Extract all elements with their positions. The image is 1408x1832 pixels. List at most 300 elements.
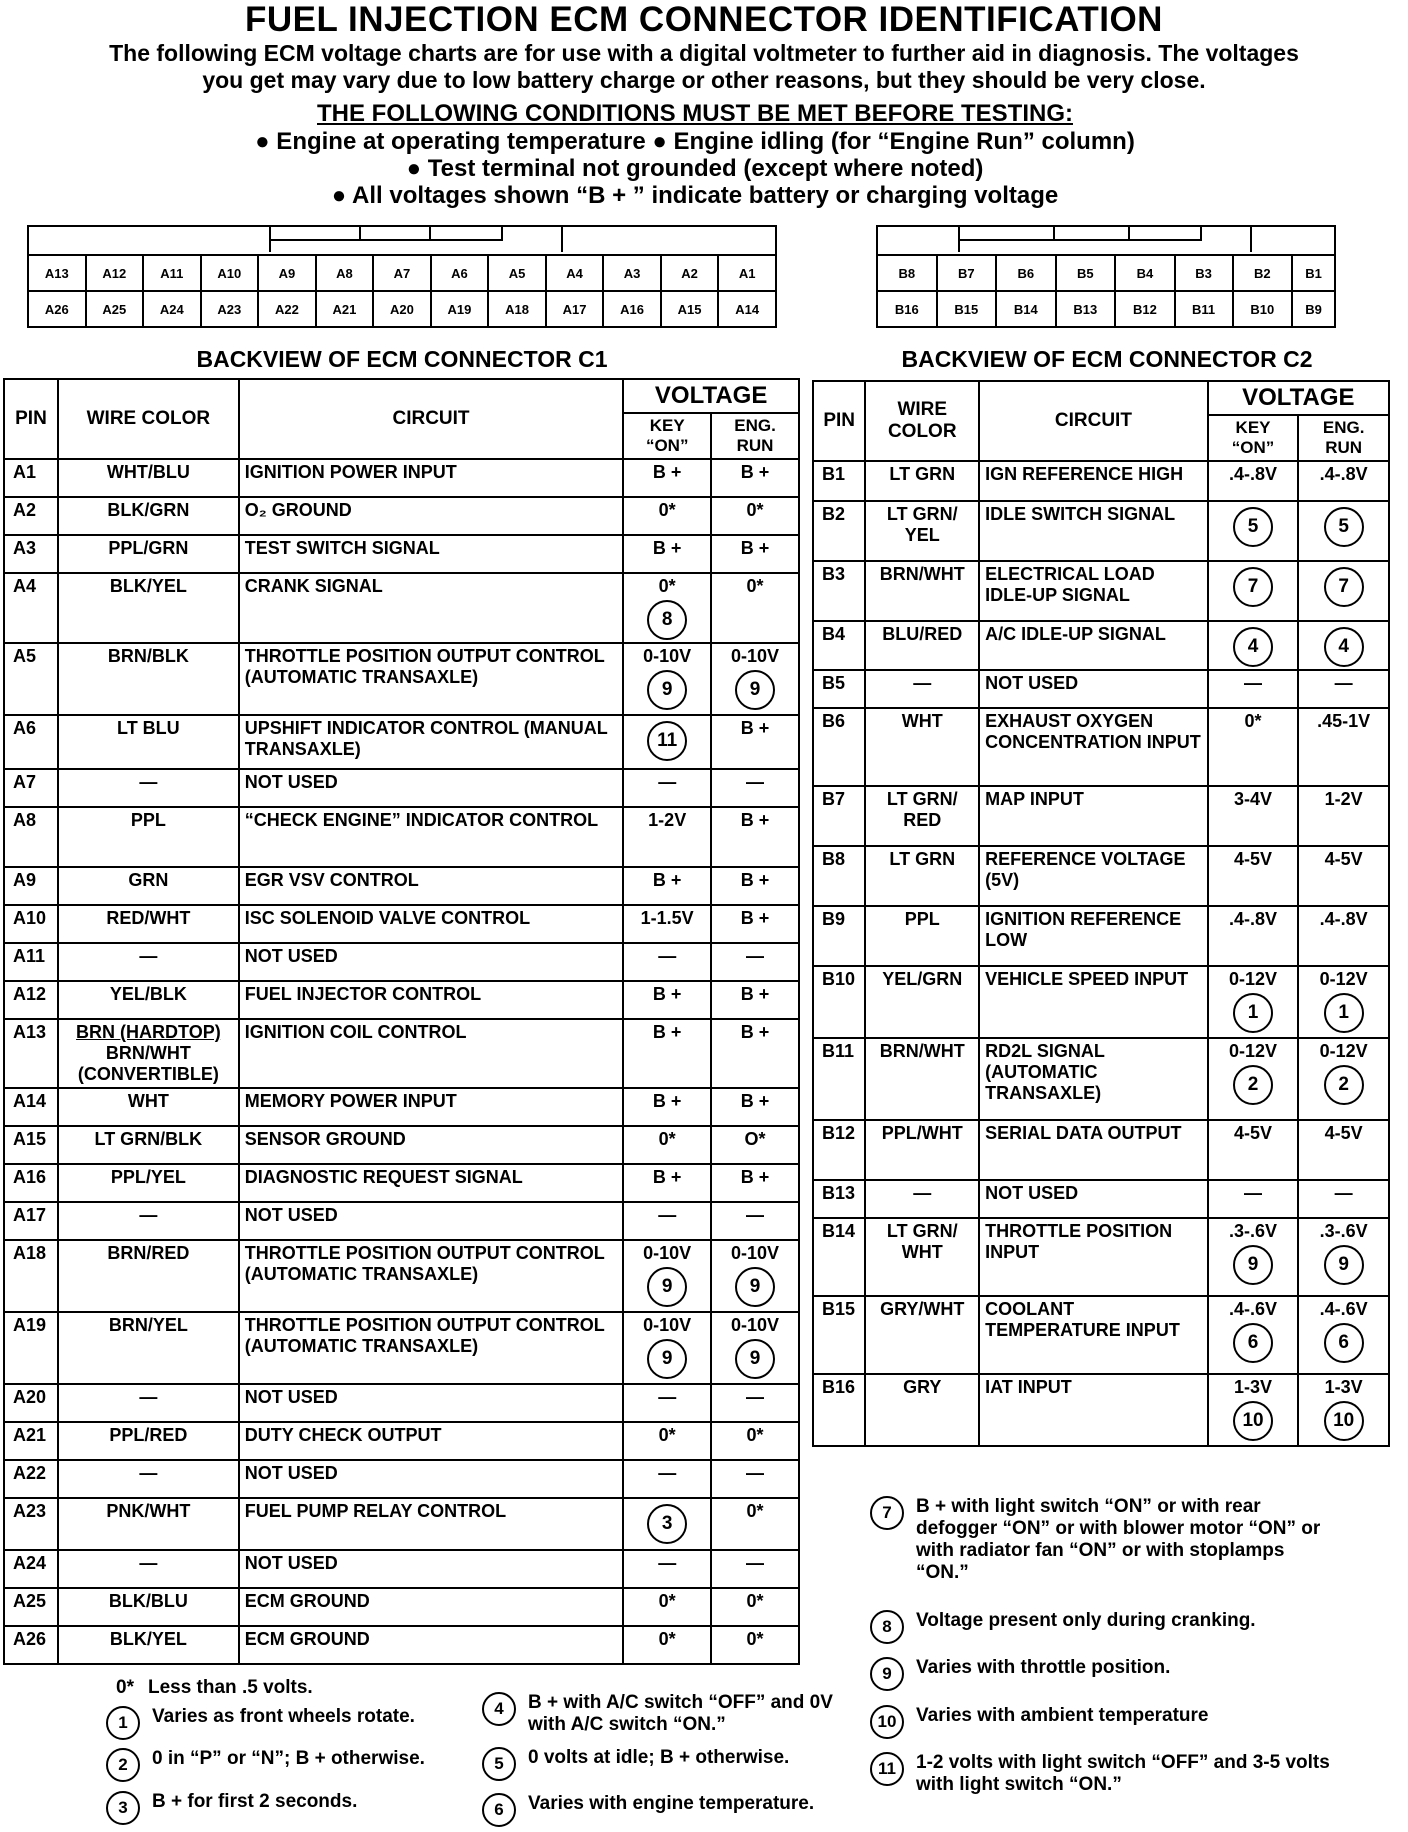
- note-7: 7 B + with light switch “ON” or with rear defogger “ON” or with blower motor “ON” or with radiator fan “ON” or with stoplamps “ON.”: [870, 1496, 1340, 1584]
- eng-run-cell: [1298, 906, 1389, 966]
- eng-run-cell: [711, 573, 799, 643]
- key-on-cell: [623, 1498, 711, 1550]
- key-on-cell: [623, 573, 711, 643]
- table-row: [4, 535, 799, 573]
- key-on-cell: [623, 981, 711, 1019]
- key-on-value: 1-3V: [1234, 1377, 1273, 1397]
- note-ref-icon: 1: [1324, 993, 1364, 1033]
- eng-run-cell: [1298, 1296, 1389, 1374]
- pin-cell: A2: [4, 497, 58, 535]
- wire-color-text: YEL/BLK: [109, 984, 187, 1004]
- note-2: 2 0 in “P” or “N”; B + otherwise.: [106, 1748, 486, 1782]
- eng-run-cell: [1298, 561, 1389, 621]
- wire-color-text: LT GRN/ YEL: [886, 504, 958, 545]
- eng-run-cell: [711, 1588, 799, 1626]
- table-row: [4, 1126, 799, 1164]
- key-on-value: 0*: [658, 1629, 676, 1649]
- pin-cell: A13: [4, 1019, 58, 1088]
- wire-color-cell: [58, 1019, 239, 1088]
- pin-cell: A9: [4, 867, 58, 905]
- key-on-value: .4-.8V: [1229, 909, 1278, 929]
- circuit-cell: IGN REFERENCE HIGH: [979, 461, 1208, 501]
- table-row: [813, 708, 1389, 786]
- eng-run-value: 0*: [746, 1501, 764, 1521]
- pin-cell: B16: [813, 1374, 865, 1446]
- eng-run-value: 0-10V: [731, 1315, 780, 1335]
- wire-color-text: BRN (HARDTOP): [76, 1022, 221, 1042]
- table-row: [4, 715, 799, 769]
- eng-run-cell: [711, 459, 799, 497]
- eng-run-value: —: [746, 1205, 765, 1225]
- note-10: 10 Varies with ambient temperature: [870, 1705, 1340, 1739]
- note-number-icon: 5: [482, 1747, 516, 1781]
- key-on-value: .4-.8V: [1229, 464, 1278, 484]
- connector-pin-cell: A17: [546, 291, 604, 327]
- wire-color-text: PPL/YEL: [110, 1167, 186, 1187]
- circuit-cell: COOLANT TEMPERATURE INPUT: [979, 1296, 1208, 1374]
- key-on-cell: [623, 943, 711, 981]
- eng-run-cell: [711, 1384, 799, 1422]
- table-row: [813, 1038, 1389, 1120]
- connector-pin-cell: A1: [718, 255, 776, 291]
- wire-color-cell: [865, 501, 979, 561]
- connector-pin-cell: A8: [316, 255, 374, 291]
- table-row: [4, 1498, 799, 1550]
- wire-color-text: BLK/YEL: [109, 576, 187, 596]
- connector-c1-diagram: [27, 225, 777, 328]
- pin-cell: A26: [4, 1626, 58, 1664]
- pin-cell: A15: [4, 1126, 58, 1164]
- wire-color-cell: [865, 786, 979, 846]
- key-on-value: 3-4V: [1234, 789, 1273, 809]
- eng-run-cell: [711, 981, 799, 1019]
- note-number-icon: 4: [482, 1692, 516, 1726]
- table-row: [4, 905, 799, 943]
- eng-run-cell: [711, 643, 799, 715]
- header-pin: PIN: [813, 381, 865, 461]
- note-11: 11 1-2 volts with light switch “OFF” and 3-5 volts with light switch “ON.”: [870, 1752, 1340, 1796]
- note-ref-icon: 9: [735, 1339, 775, 1379]
- key-on-cell: [1208, 501, 1299, 561]
- circuit-cell: FUEL PUMP RELAY CONTROL: [239, 1498, 623, 1550]
- note-ref-icon: 9: [735, 1267, 775, 1307]
- connector-pin-cell: A24: [143, 291, 201, 327]
- key-on-cell: [1208, 1374, 1299, 1446]
- pin-cell: B15: [813, 1296, 865, 1374]
- table-row: [4, 573, 799, 643]
- eng-run-value: —: [746, 946, 765, 966]
- header-wire-color: WIRE COLOR: [865, 381, 979, 461]
- table-row: [813, 1374, 1389, 1446]
- condition-1: ● Engine at operating temperature ● Engine idling (for “Engine Run” column): [255, 128, 1135, 155]
- eng-run-value: B +: [740, 908, 770, 928]
- key-on-value: B +: [652, 1091, 682, 1111]
- circuit-cell: IGNITION COIL CONTROL: [239, 1019, 623, 1088]
- key-on-value: B +: [652, 538, 682, 558]
- eng-run-cell: [711, 807, 799, 867]
- circuit-cell: RD2L SIGNAL (AUTOMATIC TRANSAXLE): [979, 1038, 1208, 1120]
- circuit-cell: FUEL INJECTOR CONTROL: [239, 981, 623, 1019]
- note-1: 1 Varies as front wheels rotate.: [106, 1706, 486, 1740]
- circuit-cell: CRANK SIGNAL: [239, 573, 623, 643]
- eng-run-cell: [711, 1312, 799, 1384]
- key-on-cell: [623, 769, 711, 807]
- pin-cell: B14: [813, 1218, 865, 1296]
- connector-c2-caption: BACKVIEW OF ECM CONNECTOR C2: [901, 346, 1313, 372]
- key-on-value: 0*: [1244, 711, 1262, 731]
- note-ref-icon: 7: [1233, 567, 1273, 607]
- eng-run-cell: [711, 535, 799, 573]
- wire-color-cell: [865, 621, 979, 670]
- table-row: [4, 1460, 799, 1498]
- table-row: [813, 461, 1389, 501]
- note-number-icon: 11: [870, 1752, 904, 1786]
- circuit-cell: NOT USED: [239, 1460, 623, 1498]
- table-row: [813, 621, 1389, 670]
- connector-pin-cell: A6: [431, 255, 489, 291]
- pin-cell: B5: [813, 670, 865, 708]
- eng-run-cell: [1298, 1374, 1389, 1446]
- key-on-value: 4-5V: [1234, 1123, 1273, 1143]
- pin-cell: A3: [4, 535, 58, 573]
- pin-cell: B11: [813, 1038, 865, 1120]
- note-ref-icon: 6: [1233, 1323, 1273, 1363]
- table-row: [4, 1422, 799, 1460]
- pin-cell: B10: [813, 966, 865, 1038]
- note-number-icon: 3: [106, 1791, 140, 1825]
- pin-cell: A4: [4, 573, 58, 643]
- table-row: [4, 497, 799, 535]
- key-on-cell: [623, 1550, 711, 1588]
- table-row: [813, 1120, 1389, 1180]
- wire-color-text: BLK/BLU: [108, 1591, 188, 1611]
- eng-run-cell: [711, 1164, 799, 1202]
- table-row: [4, 1384, 799, 1422]
- wire-color-text: BRN/WHT: [879, 564, 965, 584]
- key-on-value: —: [658, 946, 677, 966]
- connector-pin-cell: B2: [1233, 255, 1293, 291]
- eng-run-cell: [711, 943, 799, 981]
- circuit-cell: ISC SOLENOID VALVE CONTROL: [239, 905, 623, 943]
- wire-color-cell: [58, 459, 239, 497]
- wire-color-text: BRN/YEL: [108, 1315, 188, 1335]
- eng-run-cell: [1298, 621, 1389, 670]
- pin-cell: B2: [813, 501, 865, 561]
- wire-color-text: RED/WHT: [106, 908, 191, 928]
- note-ref-icon: 9: [647, 670, 687, 710]
- key-on-cell: [623, 1312, 711, 1384]
- pin-cell: A10: [4, 905, 58, 943]
- wire-color-cell: [865, 708, 979, 786]
- table-row: [4, 1550, 799, 1588]
- wire-color-cell: [58, 1312, 239, 1384]
- connector-pin-cell: A11: [143, 255, 201, 291]
- header-circuit: CIRCUIT: [239, 379, 623, 459]
- eng-run-value: 4-5V: [1324, 1123, 1363, 1143]
- circuit-cell: NOT USED: [979, 670, 1208, 708]
- wire-color-cell: [865, 1374, 979, 1446]
- table-row: [4, 981, 799, 1019]
- wire-color-cell: [865, 561, 979, 621]
- wire-color-cell: [865, 846, 979, 906]
- eng-run-cell: [711, 1202, 799, 1240]
- pin-cell: B6: [813, 708, 865, 786]
- eng-run-cell: [1298, 670, 1389, 708]
- circuit-cell: ELECTRICAL LOAD IDLE-UP SIGNAL: [979, 561, 1208, 621]
- note-number-icon: 9: [870, 1657, 904, 1691]
- wire-color-cell: [865, 461, 979, 501]
- note-ref-icon: 2: [1233, 1065, 1273, 1105]
- connector-pin-cell: A19: [431, 291, 489, 327]
- header-pin: PIN: [4, 379, 58, 459]
- connector-pin-cell: A3: [603, 255, 661, 291]
- eng-run-value: 0*: [746, 1629, 764, 1649]
- wire-color-cell: [865, 906, 979, 966]
- wire-color-text: —: [139, 946, 158, 966]
- circuit-cell: MAP INPUT: [979, 786, 1208, 846]
- connector-pin-cell: B10: [1233, 291, 1293, 327]
- key-on-value: 0*: [658, 1591, 676, 1611]
- wire-color-cell: [865, 1218, 979, 1296]
- wire-color-text-2: BRN/WHT (CONVERTIBLE): [77, 1043, 219, 1084]
- wire-color-cell: [58, 981, 239, 1019]
- note-number-icon: 7: [870, 1496, 904, 1530]
- wire-color-cell: [865, 670, 979, 708]
- eng-run-value: B +: [740, 810, 770, 830]
- note-9: 9 Varies with throttle position.: [870, 1657, 1340, 1691]
- wire-color-text: BLK/GRN: [107, 500, 190, 520]
- note-ref-icon: 10: [1233, 1401, 1273, 1441]
- key-on-value: —: [658, 1553, 677, 1573]
- circuit-cell: IAT INPUT: [979, 1374, 1208, 1446]
- key-on-cell: [1208, 1038, 1299, 1120]
- circuit-cell: NOT USED: [239, 943, 623, 981]
- eng-run-cell: [711, 905, 799, 943]
- connector-pin-cell: A21: [316, 291, 374, 327]
- wire-color-text: WHT/BLU: [106, 462, 190, 482]
- eng-run-value: .4-.6V: [1319, 1299, 1368, 1319]
- wire-color-text: —: [139, 1387, 158, 1407]
- eng-run-cell: [711, 1088, 799, 1126]
- connector-pin-cell: A14: [718, 291, 776, 327]
- wire-color-text: —: [139, 1205, 158, 1225]
- wire-color-text: PNK/WHT: [106, 1501, 191, 1521]
- table-row: [4, 1240, 799, 1312]
- key-on-value: —: [1244, 673, 1263, 693]
- note-number-icon: 1: [106, 1706, 140, 1740]
- eng-run-cell: [711, 1460, 799, 1498]
- note-ref-icon: 9: [1233, 1245, 1273, 1285]
- circuit-cell: NOT USED: [239, 1550, 623, 1588]
- pin-cell: B1: [813, 461, 865, 501]
- wire-color-text: GRN: [128, 870, 169, 890]
- wire-color-text: LT GRN/ RED: [886, 789, 958, 830]
- circuit-cell: NOT USED: [979, 1180, 1208, 1218]
- table-row: [4, 1626, 799, 1664]
- connector-pin-cell: B7: [937, 255, 997, 291]
- note-6: 6 Varies with engine temperature.: [482, 1793, 862, 1827]
- eng-run-value: B +: [740, 1022, 770, 1042]
- conditions-heading: THE FOLLOWING CONDITIONS MUST BE MET BEFORE TESTING:: [317, 100, 1073, 127]
- header-voltage: VOLTAGE: [1208, 381, 1389, 415]
- note-8: 8 Voltage present only during cranking.: [870, 1610, 1340, 1644]
- eng-run-value: O*: [744, 1129, 766, 1149]
- note-3: 3 B + for first 2 seconds.: [106, 1791, 486, 1825]
- key-on-value: —: [658, 1205, 677, 1225]
- page-title: FUEL INJECTION ECM CONNECTOR IDENTIFICATION: [245, 0, 1163, 39]
- wire-color-cell: [58, 943, 239, 981]
- note-ref-icon: 6: [1324, 1323, 1364, 1363]
- wire-color-text: WHT: [901, 711, 943, 731]
- eng-run-cell: [711, 1626, 799, 1664]
- wire-color-cell: [58, 1498, 239, 1550]
- pin-cell: A14: [4, 1088, 58, 1126]
- wire-color-text: PPL: [130, 810, 166, 830]
- table-row: [4, 643, 799, 715]
- key-on-value: 0*: [658, 576, 676, 596]
- key-on-cell: [1208, 906, 1299, 966]
- circuit-cell: THROTTLE POSITION OUTPUT CONTROL (AUTOMATIC TRANSAXLE): [239, 643, 623, 715]
- eng-run-value: 1-2V: [1324, 789, 1363, 809]
- key-on-cell: [1208, 1120, 1299, 1180]
- wire-color-cell: [58, 1460, 239, 1498]
- key-on-value: 0-10V: [643, 646, 692, 666]
- table-row: [4, 1312, 799, 1384]
- wire-color-text: GRY/WHT: [880, 1299, 965, 1319]
- key-on-cell: [623, 867, 711, 905]
- key-on-value: 0-12V: [1229, 1041, 1278, 1061]
- note-number-icon: 2: [106, 1748, 140, 1782]
- wire-color-text: BRN/RED: [107, 1243, 190, 1263]
- key-on-cell: [1208, 966, 1299, 1038]
- connector-pin-cell: A5: [488, 255, 546, 291]
- intro-text: The following ECM voltage charts are for use with a digital voltmeter to further aid in diagnosis. The voltages you get may vary due to low battery charge or other reasons, but they should be very close.: [109, 40, 1299, 93]
- eng-run-value: 0-10V: [731, 646, 780, 666]
- pin-cell: B4: [813, 621, 865, 670]
- wire-color-cell: [865, 1120, 979, 1180]
- wire-color-cell: [58, 1202, 239, 1240]
- key-on-cell: [1208, 670, 1299, 708]
- wire-color-cell: [865, 1180, 979, 1218]
- circuit-cell: MEMORY POWER INPUT: [239, 1088, 623, 1126]
- wire-color-cell: [58, 715, 239, 769]
- wire-color-cell: [58, 643, 239, 715]
- circuit-cell: THROTTLE POSITION OUTPUT CONTROL (AUTOMATIC TRANSAXLE): [239, 1240, 623, 1312]
- pin-cell: A16: [4, 1164, 58, 1202]
- note-zero-star: 0* Less than .5 volts.: [116, 1677, 313, 1698]
- key-on-cell: [623, 1588, 711, 1626]
- table-row: [4, 1019, 799, 1088]
- wire-color-text: GRY: [903, 1377, 942, 1397]
- key-on-cell: [1208, 621, 1299, 670]
- key-on-value: B +: [652, 870, 682, 890]
- condition-3: ● All voltages shown “B + ” indicate battery or charging voltage: [331, 182, 1059, 209]
- wire-color-text: BLK/YEL: [109, 1629, 187, 1649]
- note-ref-icon: 8: [647, 600, 687, 640]
- wire-color-text: LT GRN: [889, 464, 956, 484]
- circuit-cell: DUTY CHECK OUTPUT: [239, 1422, 623, 1460]
- pin-cell: B9: [813, 906, 865, 966]
- note-ref-icon: 9: [1324, 1245, 1364, 1285]
- pin-cell: A11: [4, 943, 58, 981]
- wire-color-text: PPL/WHT: [881, 1123, 963, 1143]
- pin-cell: A7: [4, 769, 58, 807]
- connector-pin-cell: A16: [603, 291, 661, 327]
- note-ref-icon: 3: [647, 1504, 687, 1544]
- table-row: [813, 846, 1389, 906]
- key-on-cell: [623, 1088, 711, 1126]
- note-5: 5 0 volts at idle; B + otherwise.: [482, 1747, 862, 1781]
- note-ref-icon: 5: [1233, 507, 1273, 547]
- key-on-value: 0-12V: [1229, 969, 1278, 989]
- eng-run-cell: [711, 769, 799, 807]
- key-on-cell: [1208, 1296, 1299, 1374]
- pin-cell: A21: [4, 1422, 58, 1460]
- pin-cell: A23: [4, 1498, 58, 1550]
- wire-color-cell: [865, 1296, 979, 1374]
- condition-2: ● Test terminal not grounded (except where noted): [406, 155, 984, 182]
- key-on-cell: [623, 1019, 711, 1088]
- key-on-value: —: [658, 1387, 677, 1407]
- eng-run-value: B +: [740, 1091, 770, 1111]
- circuit-cell: REFERENCE VOLTAGE (5V): [979, 846, 1208, 906]
- eng-run-value: 1-3V: [1324, 1377, 1363, 1397]
- pin-cell: A12: [4, 981, 58, 1019]
- eng-run-value: B +: [740, 1167, 770, 1187]
- table-row: [813, 561, 1389, 621]
- connector-pin-cell: A18: [488, 291, 546, 327]
- table-row: [813, 501, 1389, 561]
- pin-cell: A25: [4, 1588, 58, 1626]
- eng-run-value: .45-1V: [1317, 711, 1371, 731]
- eng-run-value: B +: [740, 462, 770, 482]
- connector-pin-cell: B16: [877, 291, 937, 327]
- eng-run-value: .4-.8V: [1319, 909, 1368, 929]
- wire-color-cell: [58, 905, 239, 943]
- wire-color-text: LT GRN/BLK: [94, 1129, 203, 1149]
- connector-pin-cell: A7: [373, 255, 431, 291]
- connector-c2-diagram: [876, 225, 1336, 328]
- pin-cell: A17: [4, 1202, 58, 1240]
- key-on-cell: [623, 1126, 711, 1164]
- connector-pin-cell: A15: [661, 291, 719, 327]
- wire-color-text: LT GRN/ WHT: [886, 1221, 958, 1262]
- wire-color-cell: [58, 1126, 239, 1164]
- note-ref-icon: 2: [1324, 1065, 1364, 1105]
- circuit-cell: THROTTLE POSITION OUTPUT CONTROL (AUTOMATIC TRANSAXLE): [239, 1312, 623, 1384]
- key-on-value: 0*: [658, 1129, 676, 1149]
- key-on-cell: [623, 497, 711, 535]
- eng-run-cell: [1298, 1218, 1389, 1296]
- connector-pin-cell: B9: [1292, 291, 1335, 327]
- key-on-value: .4-.6V: [1229, 1299, 1278, 1319]
- key-on-cell: [623, 1240, 711, 1312]
- eng-run-cell: [711, 1550, 799, 1588]
- pin-cell: B7: [813, 786, 865, 846]
- connector-pin-cell: B5: [1056, 255, 1116, 291]
- wire-color-text: —: [913, 673, 932, 693]
- table-row: [4, 459, 799, 497]
- eng-run-cell: [711, 1019, 799, 1088]
- table-row: [4, 1588, 799, 1626]
- note-ref-icon: 10: [1324, 1401, 1364, 1441]
- eng-run-cell: [711, 867, 799, 905]
- wire-color-cell: [58, 497, 239, 535]
- header-circuit: CIRCUIT: [979, 381, 1208, 461]
- key-on-value: .3-.6V: [1229, 1221, 1278, 1241]
- pin-cell: B12: [813, 1120, 865, 1180]
- connector-pin-cell: B13: [1056, 291, 1116, 327]
